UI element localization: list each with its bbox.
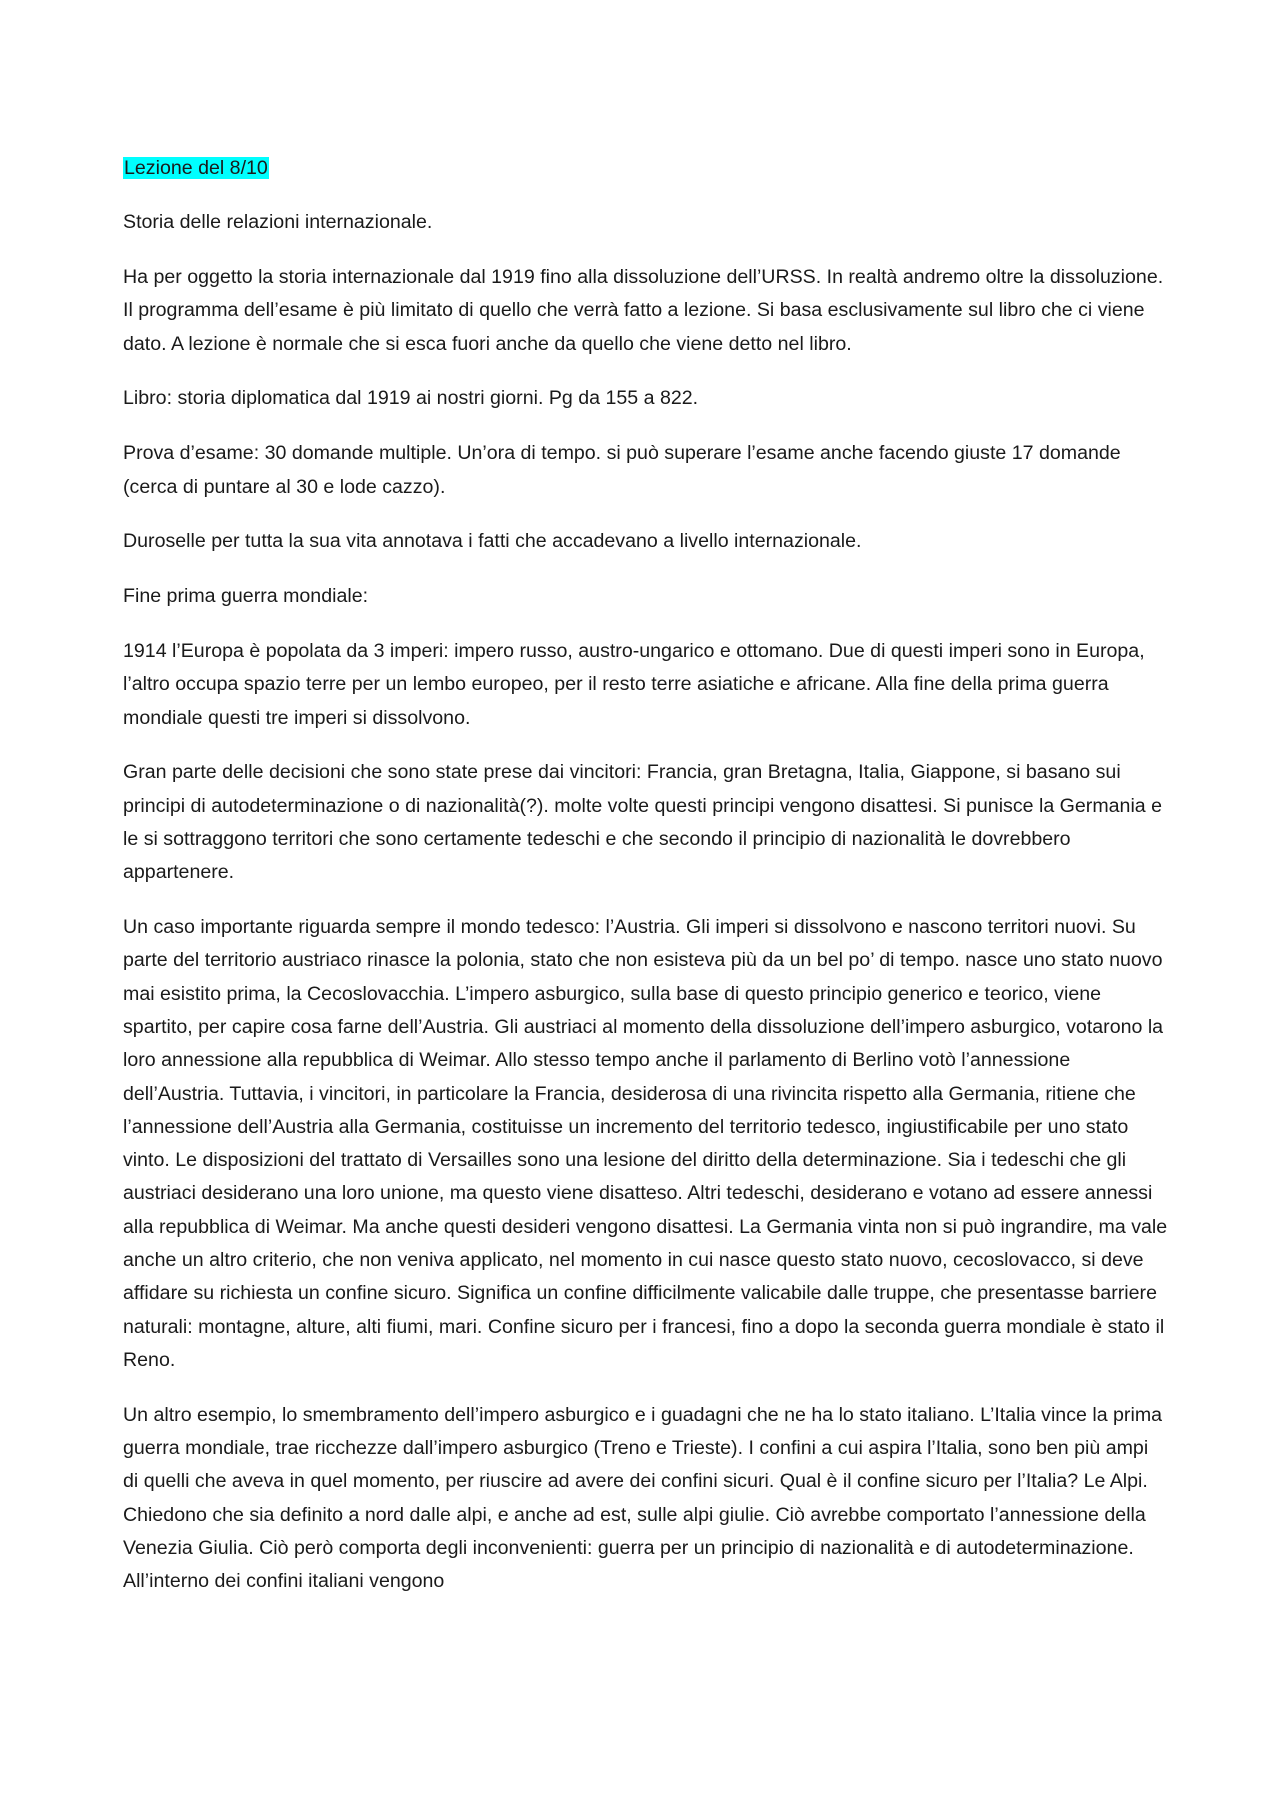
lesson-heading: Lezione del 8/10 — [124, 157, 268, 179]
paragraph-empires: 1914 l’Europa è popolata da 3 imperi: impero russo, austro-ungarico e ottomano. Due di questi imperi sono in Europa, l’altro occupa spazio terre per un lembo europeo, per il resto terre asiatiche e africane. Alla fine della prima guerra mondiale questi tre imperi si dissolvono. — [123, 639, 1145, 729]
paragraph-textbook: Libro: storia diplomatica dal 1919 ai nostri giorni. Pg da 155 a 822. — [123, 387, 699, 410]
document-page — [123, 152, 1168, 1620]
lesson-heading-line — [123, 152, 1168, 185]
paragraph-course-scope: Ha per oggetto la storia internazionale dal 1919 fino alla dissoluzione dell’URSS. In realtà andremo oltre la dissoluzione. Il programma dell’esame è più limitato di quello che verrà fatto a lezione. Si basa esclusivamente sul libro che ci viene dato. A lezione è normale che si esca fuori anche da quello che viene detto nel libro. — [123, 266, 1164, 355]
paragraph-wwi-end: Fine prima guerra mondiale: — [123, 585, 369, 608]
paragraph-exam: Prova d’esame: 30 domande multiple. Un’ora di tempo. si può superare l’esame anche facendo giuste 17 domande (cerca di puntare al 30 e lode cazzo). — [123, 442, 1121, 498]
paragraph-austria: Un caso importante riguarda sempre il mondo tedesco: l’Austria. Gli imperi si dissolvono e nascono territori nuovi. Su parte del territorio austriaco rinasce la polonia, stato che non esisteva più da un bel po’ di tempo. nasce uno stato nuovo mai esistito prima, la Cecoslovacchia. L’impero asburgico, sulla base di questo principio generico e teorico, viene spartito, per capire cosa farne dell’Austria. Gli austriaci al momento della dissoluzione dell’impero asburgico, votarono la loro annessione alla repubblica di Weimar. Allo stesso tempo anche il parlamento di Berlino votò l’annessione dell’Austria. Tuttavia, i vincitori, in particolare la Francia, desiderosa di una rivincita rispetto alla Germania, ritiene che l’annessione dell’Austria alla Germania, costituisse un incremento del territorio tedesco, ingiustificabile per uno stato vinto. Le disposizioni del trattato di Versailles sono una lesione del diritto della determinazione. Sia i tedeschi che gli austriaci desiderano una loro unione, ma questo viene disatteso. Altri tedeschi, desiderano e votano ad essere annessi alla repubblica di Weimar. Ma anche questi desideri vengono disattesi. La Germania vinta non si può ingrandire, ma vale anche un altro criterio, che non veniva applicato, nel momento in cui nasce questo stato nuovo, cecoslovacco, si deve affidare su richiesta un confine sicuro. Significa un confine difficilmente valicabile dalle truppe, che presentasse barriere naturali: montagne, alture, alti fiumi, mari. Confine sicuro per i francesi, fino a dopo la seconda guerra mondiale è stato il Reno. — [123, 916, 1168, 1371]
paragraph-duroselle: Duroselle per tutta la sua vita annotava i fatti che accadevano a livello internazionale. — [123, 530, 862, 553]
paragraph-subject: Storia delle relazioni internazionale. — [123, 211, 433, 234]
paragraph-victors-decisions: Gran parte delle decisioni che sono state prese dai vincitori: Francia, gran Bretagna, Italia, Giappone, si basano sui principi di autodeterminazione o di nazionalità(?). molte volte questi principi vengono disattesi. Si punisce la Germania e le si sottraggono territori che sono certamente tedeschi e che secondo il principio di nazionalità le dovrebbero appartenere. — [123, 761, 1163, 884]
paragraph-italy: Un altro esempio, lo smembramento dell’impero asburgico e i guadagni che ne ha lo stato italiano. L’Italia vince la prima guerra mondiale, trae ricchezze dall’impero asburgico (Treno e Trieste). I confini a cui aspira l’Italia, sono ben più ampi di quelli che aveva in quel momento, per riuscire ad avere dei confini sicuri. Qual è il confine sicuro per l’Italia? Le Alpi. Chiedono che sia definito a nord dalle alpi, e anche ad est, sulle alpi giulie. Ciò avrebbe comportato l’annessione della Venezia Giulia. Ciò però comporta degli inconvenienti: guerra per un principio di nazionalità e di autodeterminazione. All’interno dei confini italiani vengono — [123, 1403, 1163, 1593]
